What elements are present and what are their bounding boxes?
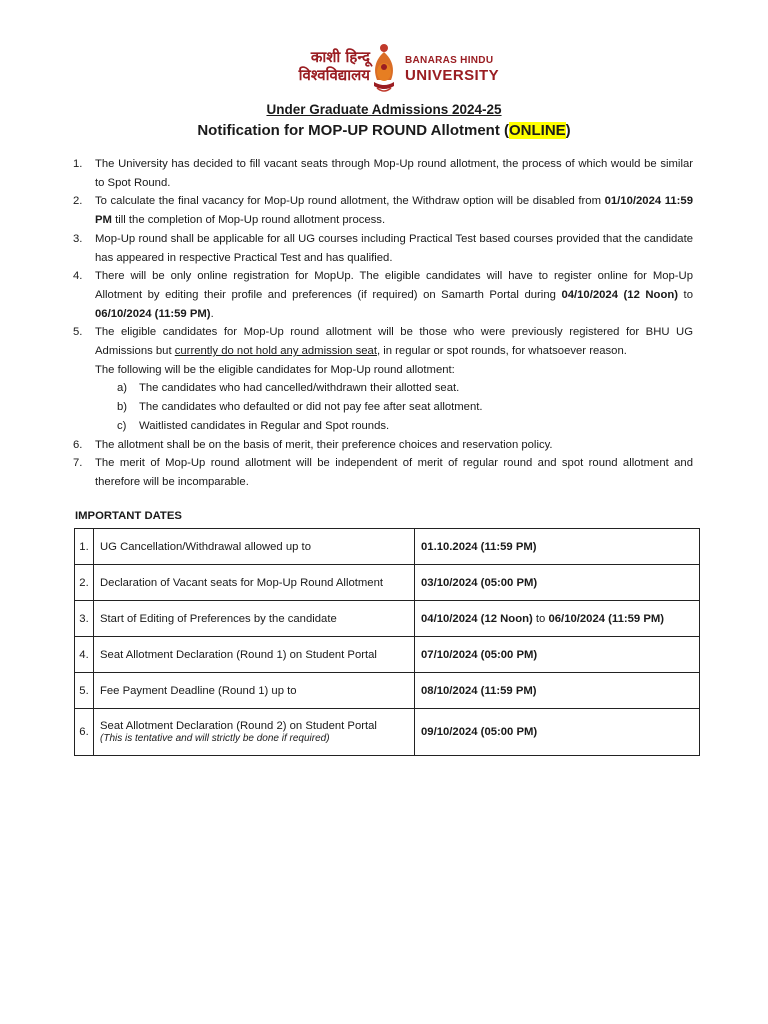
logo-english-line1: BANARAS HINDU — [405, 55, 494, 66]
sub-item-c — [73, 417, 693, 436]
row-number: 1. — [75, 529, 94, 565]
list-item-2 — [73, 192, 693, 229]
row-number: 4. — [75, 637, 94, 673]
notification-heading — [0, 122, 768, 139]
sub-item-a — [73, 379, 693, 398]
event-text: Seat Allotment Declaration (Round 2) on Student Portal — [100, 719, 377, 732]
table-row — [75, 637, 700, 673]
online-highlight: ONLINE — [508, 122, 566, 139]
event-cell — [94, 709, 415, 756]
list-item-5 — [73, 323, 693, 379]
row-number: 5. — [75, 673, 94, 709]
important-dates-table — [74, 528, 700, 756]
sub-item-b — [73, 398, 693, 417]
list-item-6 — [73, 436, 693, 455]
date-separator: to — [532, 612, 549, 625]
item-number: 4. — [73, 270, 83, 283]
sub-item-label: c) — [117, 419, 127, 432]
logo-hindi-line1: काशी हिन्दू — [310, 48, 370, 66]
list-item-7 — [73, 454, 693, 491]
table-row — [75, 529, 700, 565]
item-number: 7. — [73, 457, 83, 470]
logo-hindi-line2: विश्वविद्यालय — [298, 66, 370, 84]
date-start: 04/10/2024 (12 Noon) — [421, 612, 533, 625]
tentative-note: (This is tentative and will strictly be done if required) — [100, 732, 330, 744]
important-dates-heading: IMPORTANT DATES — [75, 510, 182, 522]
sub-item-label: b) — [117, 401, 128, 414]
heading-text-after: ) — [565, 122, 571, 139]
item-text: to — [678, 288, 693, 301]
event-cell: Fee Payment Deadline (Round 1) up to — [94, 673, 415, 709]
event-cell: Seat Allotment Declaration (Round 1) on Student Portal — [94, 637, 415, 673]
withdraw-disabled-date: 01/10/2024 11:59 PM — [95, 195, 693, 227]
item-text: There will be only online registration for MopUp. The eligible candidates will have to register online for Mop-Up Allotment by editing their profile and preferences (if required) on Samarth Portal during — [95, 270, 693, 301]
document-title: Under Graduate Admissions 2024-25 — [266, 102, 502, 117]
event-cell: Declaration of Vacant seats for Mop-Up Round Allotment — [94, 565, 415, 601]
date-end: 06/10/2024 (11:59 PM) — [548, 612, 665, 625]
sub-item-text: Waitlisted candidates in Regular and Spot rounds. — [139, 419, 390, 432]
item-text: Mop-Up round shall be applicable for all UG courses including Practical Test based courses provided that the candidate has appeared in respective Practical Test and has qualified. — [95, 232, 693, 264]
item-number: 1. — [73, 158, 83, 170]
row-number: 2. — [75, 565, 94, 601]
row-number: 3. — [75, 601, 94, 637]
item-number: 5. — [73, 326, 83, 339]
row-number: 6. — [75, 709, 94, 756]
date-cell: 03/10/2024 (05:00 PM) — [415, 565, 700, 601]
logo-english-text — [405, 55, 499, 84]
registration-start-date: 04/10/2024 (12 Noon) — [561, 288, 679, 301]
event-cell: Start of Editing of Preferences by the candidate — [94, 601, 415, 637]
registration-end-date: 06/10/2024 (11:59 PM) — [95, 307, 211, 320]
heading-text-before: Notification for MOP-UP ROUND Allotment ( — [197, 122, 509, 139]
item-text: . — [210, 307, 214, 320]
sub-item-text: The candidates who defaulted or did not pay fee after seat allotment. — [139, 401, 483, 414]
item-number: 6. — [73, 438, 83, 451]
eligible-candidates-intro: The following will be the eligible candidates for Mop-Up round allotment: — [95, 363, 455, 376]
date-cell: 01.10.2024 (11:59 PM) — [415, 529, 700, 565]
table-row — [75, 673, 700, 709]
date-cell: 07/10/2024 (05:00 PM) — [415, 637, 700, 673]
date-cell: 08/10/2024 (11:59 PM) — [415, 673, 700, 709]
item-text: , in regular or spot rounds, for whatsoever reason. — [376, 345, 627, 358]
list-item-1 — [73, 155, 693, 192]
item-text: The University has decided to fill vacant seats through Mop-Up round allotment, the process of which would be similar to Spot Round. — [95, 158, 693, 189]
item-number: 3. — [73, 232, 83, 245]
item-text: The eligible candidates for Mop-Up round allotment will be those who were previously registered for BHU UG Admissions but — [95, 326, 693, 358]
university-logo — [0, 40, 768, 98]
list-item-4 — [73, 267, 693, 323]
item-text: The merit of Mop-Up round allotment will be independent of merit of regular round and spot round allotment and therefore will be incomparable. — [95, 457, 693, 488]
event-cell: UG Cancellation/Withdrawal allowed up to — [94, 529, 415, 565]
sub-item-text: The candidates who had cancelled/withdrawn their allotted seat. — [139, 382, 460, 395]
list-item-3 — [73, 230, 693, 267]
sub-item-label: a) — [117, 382, 128, 395]
item-number: 2. — [73, 195, 83, 208]
table-row — [75, 565, 700, 601]
item-text: till the completion of Mop-Up round allotment process. — [111, 214, 386, 227]
table-row — [75, 709, 700, 756]
item-text: To calculate the final vacancy for Mop-Up round allotment, the Withdraw option will be disabled from — [95, 195, 605, 208]
notification-items — [73, 155, 693, 492]
table-row — [75, 601, 700, 637]
underlined-condition: currently do not hold any admission seat — [174, 345, 377, 358]
date-cell — [415, 601, 700, 637]
logo-hindi-text — [288, 48, 370, 84]
logo-english-line2: UNIVERSITY — [405, 67, 500, 84]
item-text: The allotment shall be on the basis of merit, their preference choices and reservation policy. — [95, 438, 553, 451]
date-cell: 09/10/2024 (05:00 PM) — [415, 709, 700, 756]
university-emblem-icon — [369, 42, 399, 96]
